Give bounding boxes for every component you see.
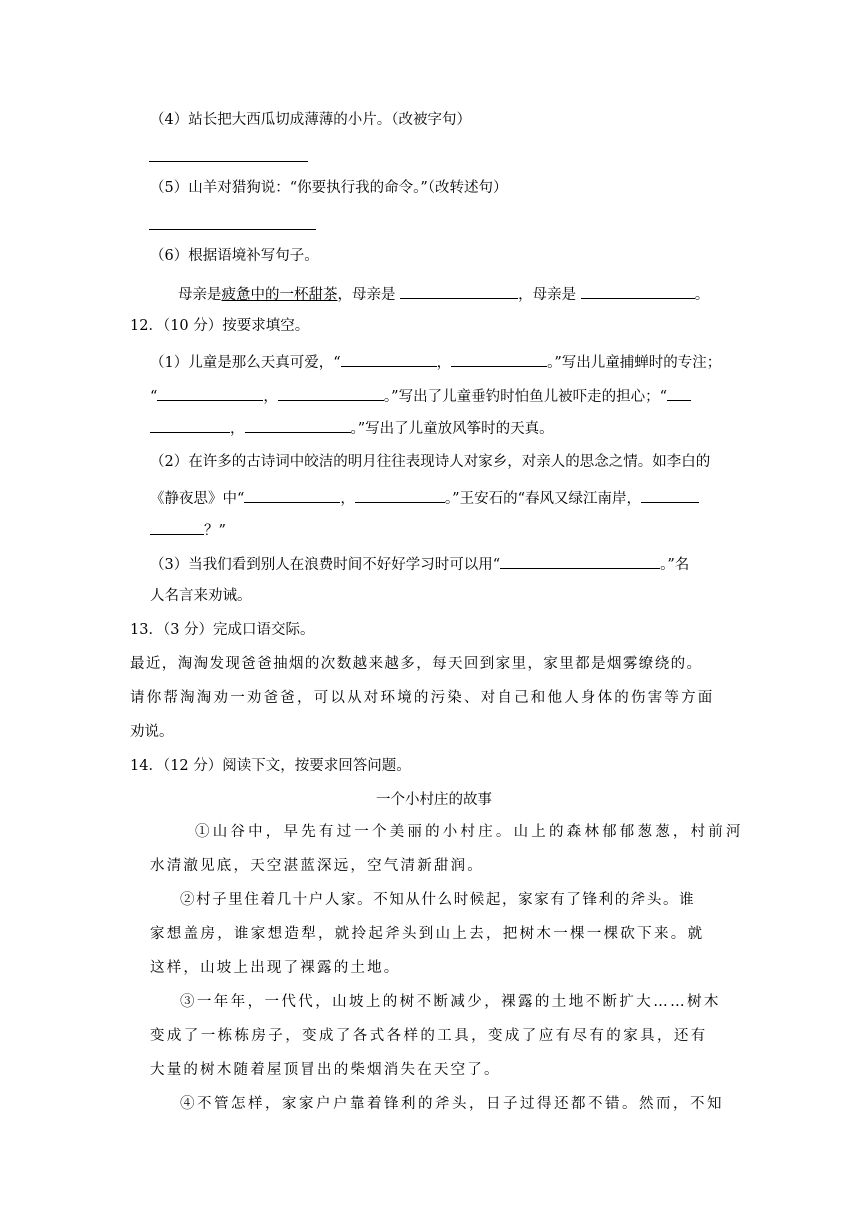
answer-line-item5[interactable]	[149, 229, 316, 230]
q13-line1: 最近，淘淘发现爸爸抽烟的次数越来越多，每天回到家里，家里都是烟雾缭绕的。	[130, 656, 703, 672]
q12-blank-2[interactable]	[451, 350, 547, 367]
passage-p1-line2: 水清澈见底，天空湛蓝深远，空气清新甜润。	[150, 858, 484, 874]
q13-line3: 劝说。	[130, 724, 174, 740]
item6-mid2: ，母亲是	[518, 287, 581, 303]
passage-p2-line3: 这样，山坡上出现了裸露的土地。	[150, 960, 401, 976]
q12-blank-9a[interactable]	[641, 486, 699, 503]
passage-p1-line1: ①山谷中，早先有过一个美丽的小村庄。山上的森林郁郁葱葱，村前河	[195, 824, 744, 840]
q12-p1-line2	[150, 384, 691, 407]
q12-p3-line2: 人名言来劝诫。	[150, 588, 252, 604]
passage-p3-line3: 大量的树木随着屋顶冒出的柴烟消失在天空了。	[150, 1062, 501, 1078]
q12-p1-text-a: （1）儿童是那么天真可爱，“	[150, 355, 341, 371]
item6-end: 。	[694, 287, 710, 303]
q12-blank-7[interactable]	[244, 486, 340, 503]
q12-p1-text-c: 。”写出儿童捕蝉时的专注；	[547, 355, 722, 371]
item6-underlined: 疲惫中的一杯甜茶	[221, 287, 338, 303]
q12-blank-10[interactable]	[500, 552, 660, 569]
q12-p1-line3	[150, 416, 554, 439]
q12-blank-6[interactable]	[245, 416, 351, 433]
item6-blank-2[interactable]	[581, 282, 695, 299]
q11-item6: （6）根据语境补写句子。	[150, 248, 319, 264]
q12-p2-text-d: 。”王安石的“春风又绿江南岸，	[444, 491, 641, 507]
passage-p2-line2: 家想盖房，谁家想造犁，就拎起斧头到山上去，把树木一棵一棵砍下来。就	[150, 926, 705, 942]
q14-heading: 14．（12 分）阅读下文，按要求回答问题。	[130, 758, 411, 774]
q12-blank-5b[interactable]	[150, 416, 230, 433]
q12-p3-text-a: （3）当我们看到别人在浪费时间不好好学习时可以用“	[150, 557, 501, 573]
q12-p1-text-f: 。”写出了儿童垂钓时怕鱼儿被吓走的担心；“	[383, 389, 667, 405]
q12-heading: 12．（10 分）按要求填空。	[130, 318, 310, 334]
answer-line-item4[interactable]	[149, 161, 308, 162]
q12-p1-line1	[150, 350, 721, 373]
q12-blank-4[interactable]	[278, 384, 384, 401]
passage-p4-line1: ④不管怎样，家家户户靠着锋利的斧头，日子过得还都不错。然而，不知	[180, 1096, 724, 1112]
item6-blank-1[interactable]	[400, 282, 518, 299]
passage-p2-line1: ②村子里住着几十户人家。不知从什么时候起，家家有了锋利的斧头。谁	[180, 892, 696, 908]
q12-blank-3[interactable]	[157, 384, 263, 401]
q12-p3-line1	[150, 552, 689, 575]
q12-p1-text-e: ，	[263, 389, 278, 405]
q13-heading: 13．（3 分）完成口语交际。	[130, 622, 315, 638]
q12-p2-text-b: 《静夜思》中“	[150, 491, 245, 507]
passage-p3-line1: ③一年年，一代代，山坡上的树不断减少，裸露的土地不断扩大……树木	[180, 994, 721, 1010]
q12-p2-line1: （2）在许多的古诗词中皎洁的明月往往表现诗人对家乡，对亲人的思念之情。如李白的	[150, 454, 711, 470]
passage-p3-line2: 变成了一栋栋房子，变成了各式各样的工具，变成了应有尽有的家具，还有	[150, 1028, 708, 1044]
q12-p2-line3	[150, 518, 226, 541]
q12-p3-text-b: 。”名	[660, 557, 690, 573]
q12-blank-5a[interactable]	[667, 384, 691, 401]
item6-lead: 母亲是	[178, 287, 222, 303]
q12-p1-text-b: ，	[436, 355, 452, 371]
q12-blank-1[interactable]	[341, 350, 437, 367]
item6-mid1: ，母亲是	[337, 287, 401, 303]
q11-item6-sentence	[178, 282, 709, 305]
q12-p1-text-g: ，	[230, 421, 245, 437]
q12-p1-text-h: 。”写出了儿童放风筝时的天真。	[350, 421, 554, 437]
passage-title-text: 一个小村庄的故事	[376, 792, 492, 808]
q12-p2-text-e: ？”	[204, 523, 226, 539]
q12-p2-text-c: ，	[340, 491, 355, 507]
q11-item5: （5）山羊对猎狗说：“你要执行我的命令。”（改转述句）	[150, 180, 508, 196]
q12-p1-text-d: “	[150, 389, 158, 405]
passage-title	[0, 790, 860, 810]
q13-line2: 请你帮淘淘劝一劝爸爸，可以从对环境的污染、对自己和他人身体的伤害等方面	[130, 690, 715, 706]
q12-p2-line2	[150, 486, 699, 509]
q12-blank-9b[interactable]	[150, 518, 204, 535]
q11-item4: （4）站长把大西瓜切成薄薄的小片。（改被字句）	[150, 112, 471, 128]
q12-blank-8[interactable]	[355, 486, 445, 503]
